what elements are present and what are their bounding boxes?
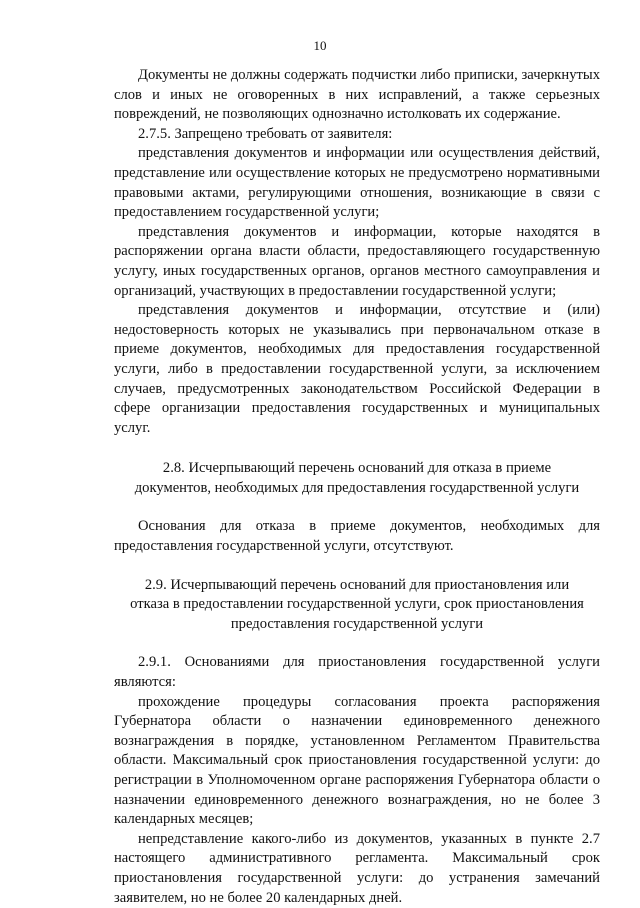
section-2-9-heading <box>114 576 600 635</box>
paragraph-prohibition-1: представления документов и информации или осуществления действий, представление или осуществление которых не предусмотрено нормативными правовыми актами, регулирующими отношения, возникающие в связи с предоставлением государственной услуги; <box>114 145 600 221</box>
spacer <box>114 634 600 653</box>
section-2-8-heading-line-2: документов, необходимых для предоставления государственной услуги <box>134 479 580 496</box>
page-number: 10 <box>313 38 327 53</box>
document-body <box>114 66 600 908</box>
section-2-8-body: Основания для отказа в приеме документов, необходимых для предоставления государственной услуги, отсутствуют. <box>114 518 600 555</box>
paragraph-prohibition-3: представления документов и информации, отсутствие и (или) недостоверность которых не указывались при первоначальном отказе в приеме документов, необходимых для предоставления государственной услуги, либо в предоставлении государственной услуги, за исключением случаев, предусмотренных законодательством Российской Федерации в сфере организации предоставления государственных и муниципальных услуг. <box>114 302 600 436</box>
section-2-9-heading-line-1: 2.9. Исчерпывающий перечень оснований для приостановления или <box>144 576 570 593</box>
paragraph-2-7-5: 2.7.5. Запрещено требовать от заявителя: <box>138 125 393 142</box>
paragraph-prohibition-2: представления документов и информации, которые находятся в распоряжении органа власти области, предоставляющего государственную услугу, иных государственных органов, органов местного самоуправления и организаций, участвующих в предоставлении государственной услуги; <box>114 223 600 299</box>
spacer <box>114 438 600 459</box>
paragraph-documents-requirements: Документы не должны содержать подчистки либо приписки, зачеркнутых слов и иных не оговоренных в них исправлений, а также серьезных повреждений, не позволяющих однозначно истолковать их содержание. <box>114 67 600 123</box>
paragraph-suspension-ground-2: непредставление какого-либо из документов, указанных в пункте 2.7 настоящего административного регламента. Максимальный срок приостановления государственной услуги: до устранения замечаний заявителем, но не более 20 календарных дней. <box>114 830 600 906</box>
section-2-8-heading <box>114 459 600 498</box>
paragraph-2-9-1: 2.9.1. Основаниями для приостановления государственной услуги являются: <box>114 654 600 691</box>
spacer <box>114 557 600 576</box>
paragraph-suspension-ground-1: прохождение процедуры согласования проекта распоряжения Губернатора области о назначении единовременного денежного вознаграждения в порядке, установленном Регламентом Правительства области. Максимальный срок приостановления государственной услуги: до регистрации в Уполномоченном органе распоряжения Губернатора области о назначении единовременного денежного вознаграждения, но не более 3 календарных месяцев; <box>114 693 600 828</box>
section-2-9-heading-line-2: отказа в предоставлении государственной услуги, срок приостановления <box>130 596 584 613</box>
section-2-9-heading-line-3: предоставления государственной услуги <box>230 615 484 632</box>
section-2-8-heading-line-1: 2.8. Исчерпывающий перечень оснований для отказа в приеме <box>162 460 552 477</box>
spacer <box>114 498 600 517</box>
